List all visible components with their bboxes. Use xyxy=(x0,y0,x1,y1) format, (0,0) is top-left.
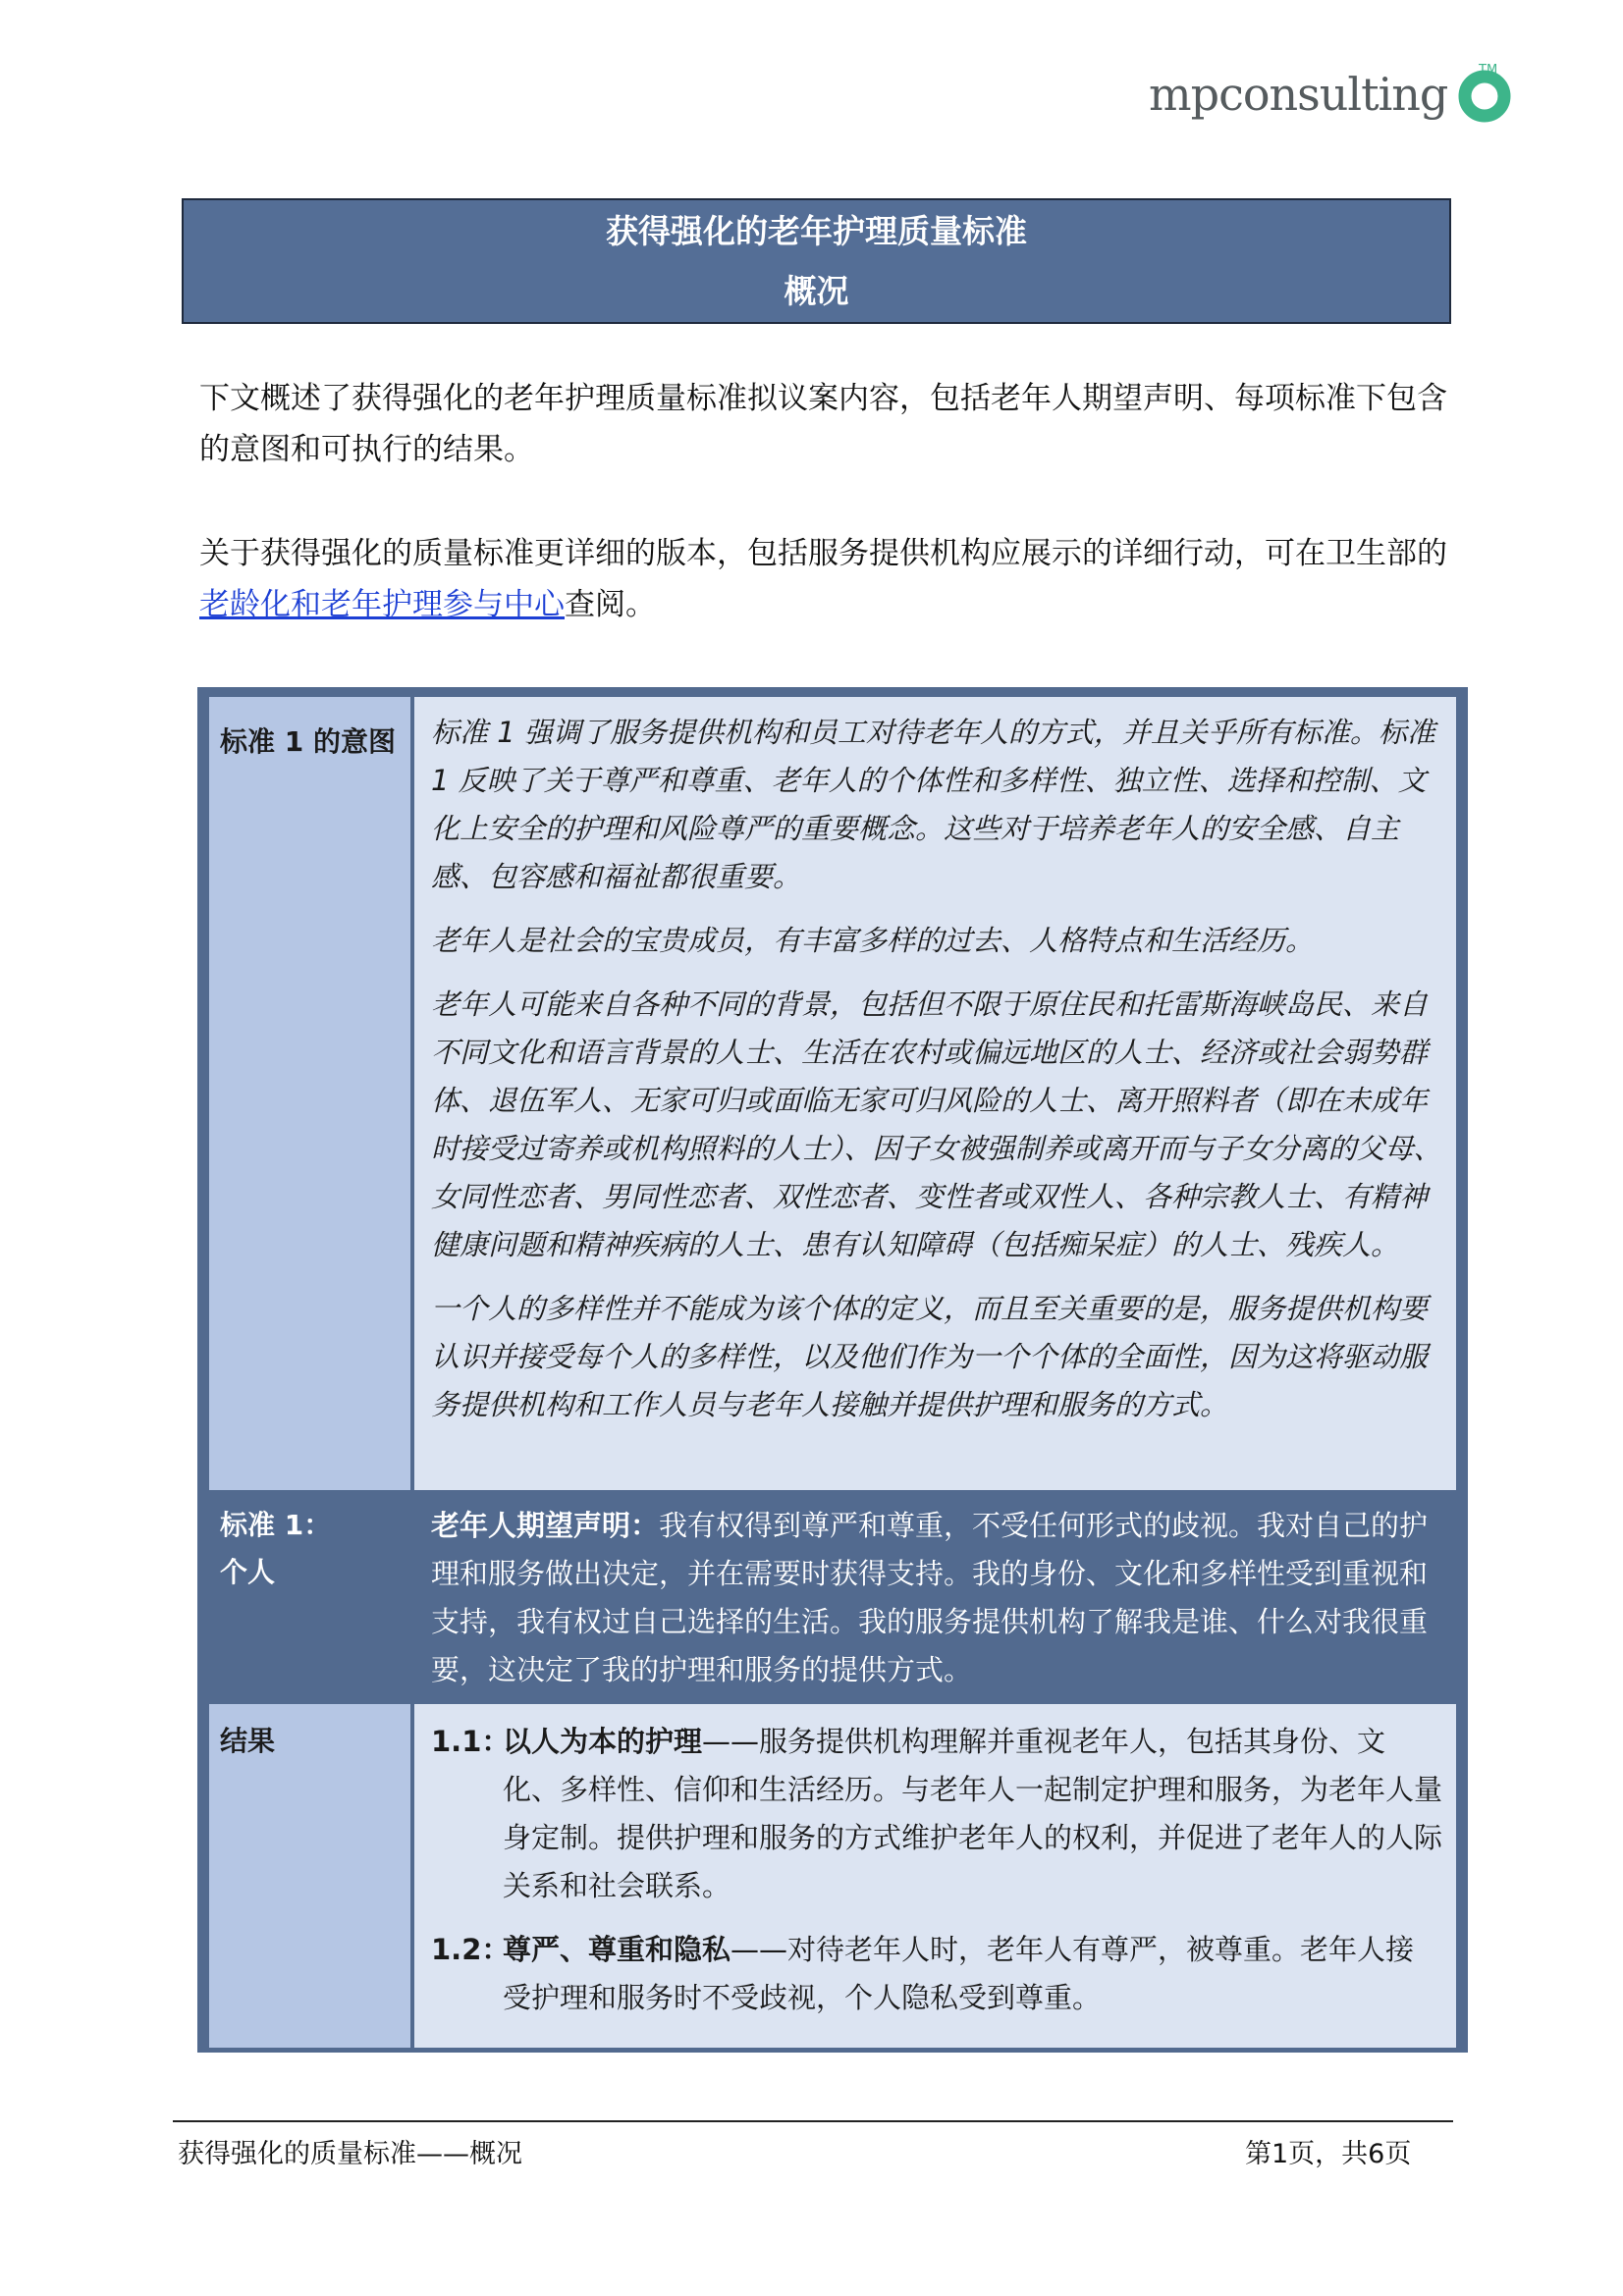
intent-label: 标准 1 的意图 xyxy=(209,697,410,1490)
standard-label: 标准 1： 个人 xyxy=(220,1509,332,1588)
intent-paragraph-4: 一个人的多样性并不能成为该个体的定义，而且至关重要的是，服务提供机构要认识并接受每个人的多样性，以及他们作为一个个体的全面性，因为这将驱动服务提供机构和工作人员与老年人接触并提供护理和服务的方式。 xyxy=(431,1292,1429,1421)
intent-row xyxy=(209,697,1456,1490)
intro-paragraph-2 xyxy=(199,528,1461,630)
statement-label: 老年人期望声明： xyxy=(431,1509,660,1542)
standard-row xyxy=(209,1490,1456,1704)
outcome-text: ——对待老年人时，老年人有尊严，被尊重。老年人接受护理和服务时不受歧视，个人隐私受到尊重。 xyxy=(503,1933,1415,2014)
trademark-mark: TM xyxy=(1479,63,1498,78)
standard-1-table xyxy=(197,687,1468,2053)
intent-paragraph-2: 老年人是社会的宝贵成员，有丰富多样的过去、人格特点和生活经历。 xyxy=(431,924,1315,957)
outcomes-row xyxy=(209,1704,1456,2048)
intro-p2-suffix: 查阅。 xyxy=(565,587,656,622)
footer-title: 获得强化的质量标准——概况 xyxy=(178,2139,522,2169)
standard-statement xyxy=(414,1490,1456,1704)
outcome-title: 以人为本的护理 xyxy=(503,1725,703,1758)
statement-text: 我有权得到尊严和尊重，不受任何形式的歧视。我对自己的护理和服务做出决定，并在需要时获得支持。我的身份、文化和多样性受到重视和支持，我有权过自己选择的生活。我的服务提供机构了解我是谁、什么对我很重要，这决定了我的护理和服务的提供方式。 xyxy=(431,1509,1429,1686)
intent-paragraph-1: 标准 1 强调了服务提供机构和员工对待老年人的方式，并且关乎所有标准。标准 1 反映了关于尊严和尊重、老年人的个体性和多样性、独立性、选择和控制、文化上安全的护理和风险尊严的重要概念。这些对于培养老年人的安全感、自主感、包容感和福祉都很重要。 xyxy=(431,716,1435,893)
page-number: 第1页，共6页 xyxy=(1245,2139,1412,2169)
engagement-hub-link[interactable]: 老龄化和老年护理参与中心 xyxy=(199,587,565,622)
outcome-title: 尊严、尊重和隐私 xyxy=(503,1933,731,1966)
outcome-item: 1.2： 尊严、尊重和隐私——对待老年人时，老年人有尊严，被尊重。老年人接受护理和服务时不受歧视，个人隐私受到尊重。 xyxy=(431,1933,1415,2014)
intent-content xyxy=(414,697,1456,1490)
logo-text: mpconsulting xyxy=(1149,68,1448,121)
company-logo xyxy=(1149,65,1512,124)
outcome-text: ——服务提供机构理解并重视老年人，包括其身份、文化、多样性、信仰和生活经历。与老年人一起制定护理和服务，为老年人量身定制。提供护理和服务的方式维护老年人的权利，并促进了老年人的人际关系和社会联系。 xyxy=(503,1725,1443,1902)
document-title: 获得强化的老年护理质量标准 xyxy=(606,212,1027,250)
document-subtitle: 概况 xyxy=(784,272,849,310)
document-title-box xyxy=(182,198,1451,324)
outcomes-content xyxy=(414,1704,1456,2048)
intro-p2-prefix: 关于获得强化的质量标准更详细的版本，包括服务提供机构应展示的详细行动，可在卫生部的 xyxy=(199,536,1447,571)
intent-paragraph-3: 老年人可能来自各种不同的背景，包括但不限于原住民和托雷斯海峡岛民、来自不同文化和语言背景的人士、生活在农村或偏远地区的人士、经济或社会弱势群体、退伍军人、无家可归或面临无家可归风险的人士、离开照料者（即在未成年时接受过寄养或机构照料的人士）、因子女被强制养或离开而与子女分离的父母、 女同性恋者、男同性恋者、双性恋者、变性者或双性人、各种宗教人士、有精神健康问题和精神疾病的人士、患有认知障碍（包括痴呆症）的人士、残疾人。 xyxy=(431,988,1442,1261)
outcomes-label: 结果 xyxy=(209,1704,410,2048)
footer-divider xyxy=(173,2120,1453,2122)
outcome-item: 1.1： 以人为本的护理——服务提供机构理解并重视老年人，包括其身份、文化、多样性、信仰和生活经历。与老年人一起制定护理和服务，为老年人量身定制。提供护理和服务的方式维护老年人的权利，并促进了老年人的人际关系和社会联系。 xyxy=(431,1725,1443,1902)
intro-paragraph-1: 下文概述了获得强化的老年护理质量标准拟议案内容，包括老年人期望声明、每项标准下包含的意图和可执行的结果。 xyxy=(199,381,1447,467)
